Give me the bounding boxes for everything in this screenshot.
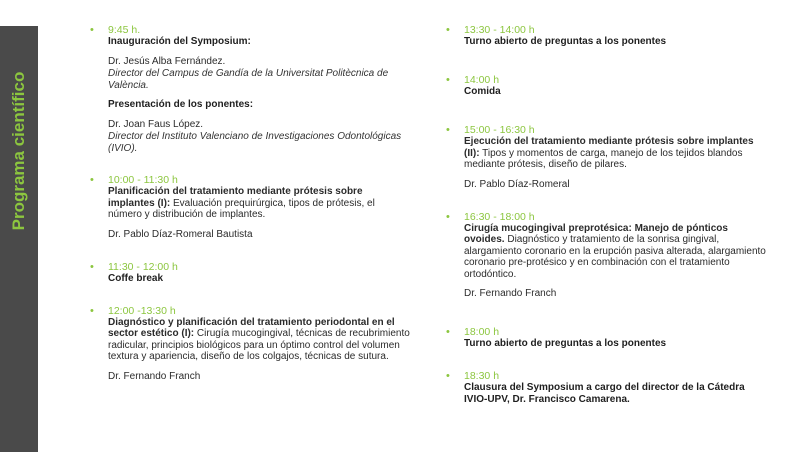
item-description: Tipos y momentos de carga, manejo de los tejidos blandos mediante prótesis, diseño de pilares. [464,147,743,170]
item-time: 9:45 h. [108,24,141,36]
schedule-column-right [446,24,766,406]
schedule-item [446,74,766,98]
bullet-icon: • [90,304,94,317]
bullet-icon: • [90,260,94,273]
bullet-icon: • [446,370,450,382]
item-time: 18:30 h [464,370,500,382]
item-description: Evaluación prequirúrgica, tipos de prótesis, el número y distribución de implantes. [108,197,375,220]
bullet-icon: • [446,124,450,136]
item-title: Turno abierto de preguntas a los ponentes [464,36,667,47]
item-subtitle: Presentación de los ponentes: [108,99,254,110]
schedule-column-left [90,24,410,383]
schedule-item [90,24,410,154]
bullet-icon: • [90,24,94,36]
item-body [108,317,410,363]
item-title: Cirugía mucogingival preprotésica: Manejo de pónticos ovoides. [464,222,728,245]
schedule-item [90,174,410,241]
item-title: Turno abierto de preguntas a los ponentes [464,338,667,349]
item-title: Planificación del tratamiento mediante prótesis sobre implantes (I): [108,186,363,209]
speaker-name: Dr. Fernando Franch [108,370,201,382]
schedule-item [446,211,766,301]
schedule-item [446,124,766,191]
sidebar-title: Programa científico [9,71,28,231]
item-title: Inauguración del Symposium: [108,36,251,47]
bullet-icon: • [446,326,450,338]
item-title: Comida [464,86,501,97]
bullet-icon: • [446,24,450,36]
speaker-role: Director del Instituto Valenciano de Investigaciones Odontológicas (IVIO). [108,131,402,154]
item-time: 13:30 - 14:00 h [464,24,535,36]
schedule-item [446,326,766,350]
speaker-role: Director del Campus de Gandía de la Universitat Politècnica de València. [108,68,389,91]
item-body [464,223,766,281]
schedule-item [446,370,766,406]
bullet-icon: • [90,174,94,186]
item-title: Ejecución del tratamiento mediante prótesis sobre implantes (II): [464,136,754,159]
item-description: Cirugía mucogingival, técnicas de recubrimiento radicular, principios biológicos para un óptimo control del volumen textura y apariencia, diseño de los colgajos, técnicas de sutura. [108,328,410,362]
item-title: Diagnóstico y planificación del tratamiento periodontal en el sector estético (I): [108,316,395,339]
speaker-name: Dr. Pablo Díaz-Romeral Bautista [108,228,253,240]
schedule-item [446,24,766,48]
bullet-icon: • [446,74,450,86]
item-body [464,136,766,171]
speaker-name: Dr. Jesús Alba Fernández. [108,56,226,67]
item-title: Clausura del Symposium a cargo del director de la Cátedra IVIO-UPV, Dr. Francisco Camarena. [464,382,745,405]
speaker-name: Dr. Joan Faus López. [108,119,204,130]
schedule-item [90,261,410,285]
bullet-icon: • [446,210,450,223]
item-time: 10:00 - 11:30 h [108,174,178,186]
item-time: 11:30 - 12:00 h [108,260,178,273]
item-description: Diagnóstico y tratamiento de la sonrisa gingival, alargamiento coronario en la erupción pasiva alterada, alargamiento coronario pre-protésico y en combinación con el tratamiento ortodóntico. [464,234,766,280]
item-time: 16:30 - 18:00 h [464,210,535,223]
item-time: 12:00 -13:30 h [108,304,176,317]
item-time: 18:00 h [464,326,500,338]
item-time: 15:00 - 16:30 h [464,124,535,136]
schedule-item [90,305,410,383]
item-body [108,186,410,221]
speaker-name: Dr. Fernando Franch [464,288,557,299]
speaker-name: Dr. Pablo Díaz-Romeral [464,178,570,190]
item-title: Coffe break [108,272,164,284]
sidebar-band [0,26,38,452]
item-time: 14:00 h [464,74,500,86]
